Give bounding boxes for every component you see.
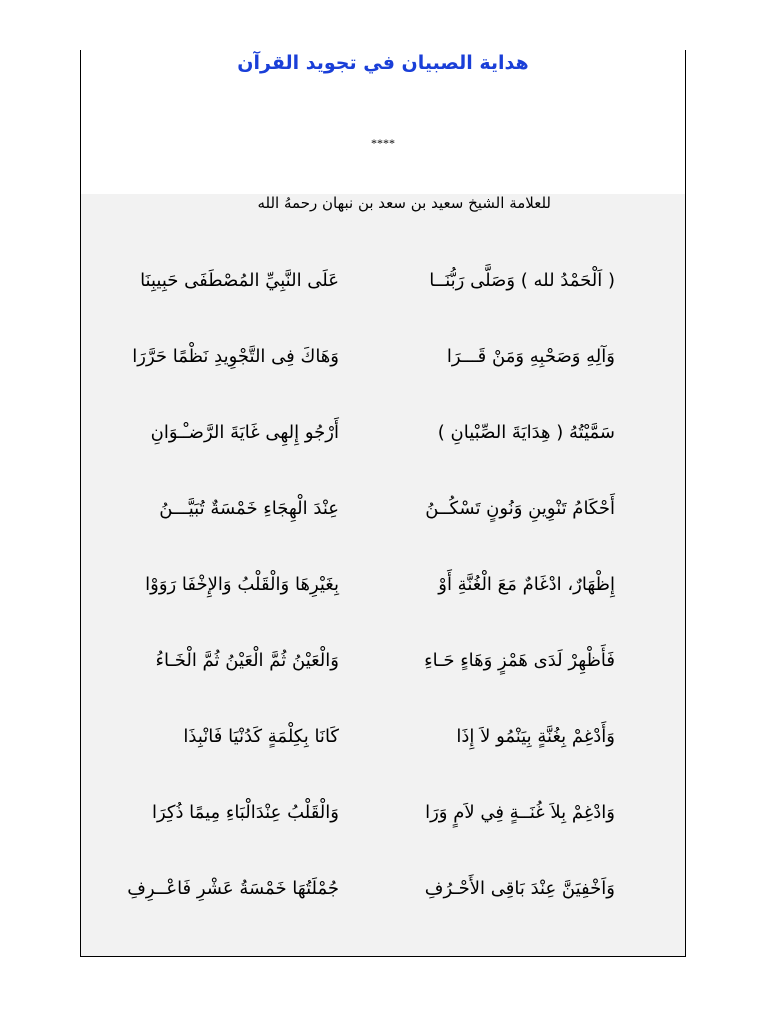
verse-second-hemistich: بِغَيْرِهَا وَالْقَلْبُ وَالإِخْفَا رَوَوْا <box>145 574 339 595</box>
verse-second-hemistich: وَالْعَيْنُ ثُمَّ الْعَيْنُ ثُمَّ الْخَـاءُ <box>155 650 339 671</box>
verse-row <box>81 346 685 386</box>
verse-second-hemistich: وَالْقَلْبُ عِنْدَالْبَاءِ مِيمًا ذُكِرَا <box>151 802 339 823</box>
verse-row <box>81 802 685 842</box>
verse-row <box>81 422 685 462</box>
verse-second-hemistich: عِنْدَ الْهِجَاءِ خَمْسَةٌ تُبَيَّـــنُ <box>159 498 339 519</box>
verse-row <box>81 726 685 766</box>
verse-row <box>81 650 685 690</box>
verse-second-hemistich: جُمْلَتُهَا خَمْسَةُ عَشْرِ فَاعْــرِفِ <box>127 878 339 899</box>
page-title: هداية الصبيان في تجويد القرآن <box>237 52 529 74</box>
verse-first-hemistich: أَحْكَامُ تَنْوِينِ وَنُونٍ تَسْكُــنُ <box>425 498 615 519</box>
verse-row <box>81 498 685 538</box>
verse-first-hemistich: وَآلِهِ وَصَحْبِهِ وَمَنْ قَـــرَا <box>446 346 615 367</box>
verse-first-hemistich: وَادْغِمْ بِلاَ غُنَــةٍ فِي لاَمٍ وَرَا <box>425 802 615 823</box>
author-line: للعلامة الشيخ سعيد بن سعد بن نبهان رحمهُ الله <box>257 194 551 212</box>
verse-second-hemistich: وَهَاكَ فِى التَّجْوِيدِ نَظْمًا حَرَّرَا <box>132 346 339 367</box>
verse-row <box>81 574 685 614</box>
verse-first-hemistich: وَاَخْفِيَنَّ عِنْدَ بَاقِى الأَحْـرُفِ <box>424 878 615 899</box>
verse-first-hemistich: فَأَظْهِرْ لَدَى هَمْزٍ وَهَاءٍ حَـاءِ <box>424 650 615 671</box>
verse-first-hemistich: سَمَّيْتُهُ ( هِدَايَةَ الصِّبْيانِ ) <box>437 422 615 443</box>
verse-first-hemistich: ( اَلْحَمْدُ لله ) وَصَلَّى رَبُّنَــا <box>429 270 615 291</box>
verse-second-hemistich: كَانَا بِكِلْمَةٍ كَدُنْيَا فَانْبِذَا <box>183 726 339 747</box>
verse-second-hemistich: عَلَى النَّبِيِّ المُصْطَفَى حَبِيبِنَا <box>140 270 339 291</box>
verse-second-hemistich: أَرْجُو إِلهِى غَايَةَ الرَّضـْـوَانِ <box>150 422 339 443</box>
verse-first-hemistich: إِظْهَارٌ، ادْغَامٌ مَعَ الْغُنَّةِ أَوْ <box>438 574 615 595</box>
document-page <box>80 50 686 957</box>
separator-stars: **** <box>371 136 395 150</box>
verse-row <box>81 878 685 918</box>
verse-row <box>81 270 685 310</box>
verse-first-hemistich: وَأَدْغِمْ بِغُنَّةٍ بِيَنْمُو لاَ إِذَا <box>456 726 615 747</box>
